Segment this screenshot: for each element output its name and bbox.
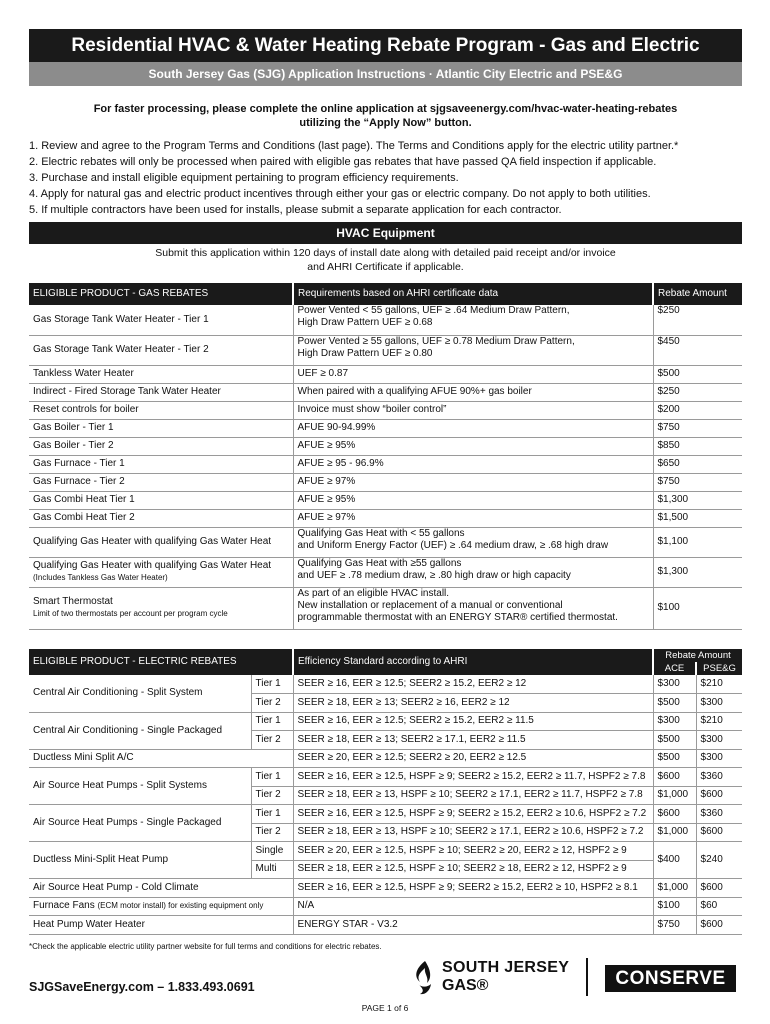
- hvac-section-note: [29, 246, 742, 274]
- table-row: [29, 473, 742, 491]
- tier-label: Tier 1: [251, 805, 293, 824]
- gas-requirement-line: Qualifying Gas Heat with < 55 gallons: [297, 527, 465, 539]
- gas-requirement-line: UEF ≥ 0.87: [297, 368, 349, 379]
- elec-pseg-rebate: $240: [696, 842, 742, 879]
- gas-rebate: $1,500: [653, 509, 742, 527]
- tier-label: Tier 2: [251, 694, 293, 713]
- gas-table-header: [29, 283, 742, 305]
- gas-rebate: $750: [653, 473, 742, 491]
- elec-pseg-rebate: $600: [696, 823, 742, 842]
- elec-product-cac-single: Central Air Conditioning - Single Packaged: [29, 712, 251, 749]
- gas-product-label: Indirect - Fired Storage Tank Water Heater: [33, 386, 221, 397]
- elec-ace-rebate: $300: [653, 675, 696, 694]
- gas-requirement-line: High Draw Pattern UEF ≥ 0.80: [297, 347, 433, 359]
- table-row: [29, 897, 742, 916]
- instruction-steps: [29, 138, 742, 218]
- elec-product-furnace-fans: [29, 897, 293, 916]
- gas-requirement: [293, 473, 653, 491]
- elec-pseg-rebate: $300: [696, 731, 742, 750]
- table-row: [29, 365, 742, 383]
- tier-label: Tier 1: [251, 768, 293, 787]
- sjg-logo-line-2: GAS®: [442, 977, 489, 994]
- elec-table-header-top: [29, 649, 742, 662]
- page-header: [29, 29, 742, 86]
- elec-pseg-rebate: $600: [696, 916, 742, 935]
- gas-requirement: [293, 509, 653, 527]
- elec-header-standard: Efficiency Standard according to AHRI: [293, 649, 653, 675]
- gas-requirement-line: AFUE ≥ 95%: [297, 494, 356, 505]
- furnace-fans-note: (ECM motor install) for existing equipment only: [97, 901, 264, 911]
- elec-pseg-rebate: $300: [696, 694, 742, 713]
- gas-rebate: $750: [653, 419, 742, 437]
- gas-requirement-line: AFUE ≥ 95 - 96.9%: [297, 458, 384, 469]
- step-2: 2. Electric rebates will only be processed when paired with eligible gas rebates that have passed QA field inspection if applicable.: [29, 156, 657, 168]
- gas-requirement: [293, 455, 653, 473]
- elec-standard: SEER ≥ 16, EER ≥ 12.5; SEER2 ≥ 15.2, EER2 ≥ 12: [293, 675, 653, 694]
- step-4: 4. Apply for natural gas and electric product incentives through either your gas or electric company. Do not apply to both utilities.: [29, 188, 651, 200]
- tier-label: Tier 1: [251, 712, 293, 731]
- elec-ace-rebate: $500: [653, 749, 696, 768]
- conserve-logo: CONSERVE: [605, 965, 736, 992]
- gas-product: [29, 455, 293, 473]
- gas-rebate: $500: [653, 365, 742, 383]
- gas-requirement-line: AFUE 90-94.99%: [297, 422, 376, 433]
- table-row: [29, 455, 742, 473]
- elec-ace-rebate: $600: [653, 805, 696, 824]
- gas-requirement: [293, 419, 653, 437]
- gas-requirement-line: and Uniform Energy Factor (UEF) ≥ .64 medium draw, ≥ .68 high draw: [297, 539, 609, 551]
- gas-requirement: [293, 527, 653, 557]
- elec-pseg-rebate: $300: [696, 749, 742, 768]
- gas-requirement-line: High Draw Pattern UEF ≥ 0.68: [297, 317, 433, 328]
- elec-ace-rebate: $1,000: [653, 786, 696, 805]
- elec-ace-rebate: $750: [653, 916, 696, 935]
- gas-requirement-line: Qualifying Gas Heat with ≥55 gallons: [297, 557, 462, 569]
- gas-product: [29, 437, 293, 455]
- elec-header-pseg: PSE&G: [696, 662, 742, 675]
- table-row: [29, 509, 742, 527]
- south-jersey-gas-logo: [412, 958, 582, 998]
- table-row: [29, 335, 742, 365]
- elec-pseg-rebate: $600: [696, 879, 742, 898]
- gas-product-label: Gas Boiler - Tier 1: [33, 422, 114, 433]
- tier-label: Single: [251, 842, 293, 861]
- gas-rebate: $100: [653, 587, 742, 629]
- elec-product-ductless-ac: Ductless Mini Split A/C: [29, 749, 293, 768]
- gas-product: [29, 587, 293, 629]
- gas-requirement: [293, 383, 653, 401]
- gas-requirement: [293, 401, 653, 419]
- gas-product-note: (Includes Tankless Gas Water Heater): [33, 573, 168, 582]
- elec-ace-rebate: $500: [653, 731, 696, 750]
- elec-header-ace: ACE: [653, 662, 696, 675]
- gas-product-label: Tankless Water Heater: [33, 368, 134, 379]
- elec-standard: SEER ≥ 20, EER ≥ 12.5; SEER2 ≥ 20, EER2 ≥ 12.5: [293, 749, 653, 768]
- table-row: [29, 419, 742, 437]
- elec-ace-rebate: $100: [653, 897, 696, 916]
- electric-rebates-table: [29, 649, 742, 935]
- gas-product: [29, 557, 293, 587]
- gas-requirement: [293, 587, 653, 629]
- elec-standard: SEER ≥ 16, EER ≥ 12.5; SEER2 ≥ 15.2, EER2 ≥ 11.5: [293, 712, 653, 731]
- elec-pseg-rebate: $360: [696, 805, 742, 824]
- gas-product: [29, 335, 293, 365]
- table-row: [29, 587, 742, 629]
- elec-ace-rebate: $400: [653, 842, 696, 879]
- elec-product-ashp-single: Air Source Heat Pumps - Single Packaged: [29, 805, 251, 842]
- gas-product-label: Smart Thermostat: [33, 596, 113, 607]
- elec-standard: SEER ≥ 18, EER ≥ 13; SEER2 ≥ 17.1, EER2 ≥ 11.5: [293, 731, 653, 750]
- elec-product-ashp-cold: Air Source Heat Pump - Cold Climate: [29, 879, 293, 898]
- table-row: [29, 437, 742, 455]
- logo-divider: [586, 958, 588, 996]
- gas-requirement-line: Power Vented ≥ 55 gallons, UEF ≥ 0.78 Medium Draw Pattern,: [297, 335, 575, 347]
- gas-requirement-line: and UEF ≥ .78 medium draw, ≥ .80 high draw or high capacity: [297, 569, 571, 581]
- table-row: [29, 805, 742, 824]
- gas-rebate: $200: [653, 401, 742, 419]
- gas-rebate: $250: [653, 383, 742, 401]
- elec-standard: SEER ≥ 18, EER ≥ 13, HSPF ≥ 10; SEER2 ≥ 17.1, EER2 ≥ 11.7, HSPF2 ≥ 7.8: [293, 786, 653, 805]
- table-row: [29, 491, 742, 509]
- gas-rebate: $450: [653, 335, 742, 365]
- gas-rebates-table: [29, 283, 742, 630]
- gas-requirement-line: New installation or replacement of a manual or conventional: [297, 599, 563, 611]
- flame-icon: [412, 960, 436, 996]
- table-row: [29, 712, 742, 731]
- gas-requirement: [293, 491, 653, 509]
- sjg-logo-line-1: SOUTH JERSEY: [442, 959, 570, 976]
- gas-product: [29, 509, 293, 527]
- elec-ace-rebate: $1,000: [653, 823, 696, 842]
- elec-header-product: ELIGIBLE PRODUCT - ELECTRIC REBATES: [29, 649, 293, 675]
- elec-standard: SEER ≥ 18, EER ≥ 12.5, HSPF ≥ 10; SEER2 ≥ 18, EER2 ≥ 12, HSPF2 ≥ 9: [293, 860, 653, 879]
- elec-standard: SEER ≥ 18, EER ≥ 13, HSPF ≥ 10; SEER2 ≥ 17.1, EER2 ≥ 10.6, HSPF2 ≥ 7.2: [293, 823, 653, 842]
- online-application-notice: [29, 102, 742, 130]
- page-subtitle: South Jersey Gas (SJG) Application Instructions · Atlantic City Electric and PSE&G: [29, 62, 742, 86]
- gas-product: [29, 419, 293, 437]
- gas-product: [29, 527, 293, 557]
- elec-pseg-rebate: $210: [696, 675, 742, 694]
- elec-pseg-rebate: $600: [696, 786, 742, 805]
- elec-product-hpwh: Heat Pump Water Heater: [29, 916, 293, 935]
- elec-pseg-rebate: $60: [696, 897, 742, 916]
- gas-product-label: Gas Storage Tank Water Heater - Tier 1: [33, 313, 209, 325]
- elec-standard: ENERGY STAR - V3.2: [293, 916, 653, 935]
- gas-rebate: $650: [653, 455, 742, 473]
- elec-product-ductless-hp: Ductless Mini-Split Heat Pump: [29, 842, 251, 879]
- hvac-note-line-1: Submit this application within 120 days of install date along with detailed paid receipt and/or invoice: [155, 247, 616, 259]
- gas-requirement-line: Power Vented < 55 gallons, UEF ≥ .64 Medium Draw Pattern,: [297, 305, 570, 316]
- gas-requirement: [293, 305, 653, 335]
- elec-standard: SEER ≥ 20, EER ≥ 12.5, HSPF ≥ 10; SEER2 ≥ 20, EER2 ≥ 12, HSPF2 ≥ 9: [293, 842, 653, 861]
- table-row: [29, 401, 742, 419]
- elec-ace-rebate: $600: [653, 768, 696, 787]
- gas-product-label: Reset controls for boiler: [33, 404, 139, 415]
- gas-product: [29, 401, 293, 419]
- furnace-fans-label: Furnace Fans: [33, 900, 95, 912]
- table-row: [29, 383, 742, 401]
- gas-product-label: Gas Furnace - Tier 1: [33, 458, 125, 469]
- gas-header-requirements: Requirements based on AHRI certificate data: [293, 283, 653, 305]
- table-row: [29, 879, 742, 898]
- gas-product-note: Limit of two thermostats per account per program cycle: [33, 609, 228, 618]
- gas-product-label: Gas Combi Heat Tier 1: [33, 494, 135, 505]
- gas-product-label: Gas Boiler - Tier 2: [33, 440, 114, 451]
- gas-rebate: $850: [653, 437, 742, 455]
- gas-requirement-line: programmable thermostat with an ENERGY STAR® certified thermostat.: [297, 611, 618, 623]
- gas-product: [29, 365, 293, 383]
- gas-product: [29, 491, 293, 509]
- gas-rebate: $1,300: [653, 557, 742, 587]
- elec-product-ashp-split: Air Source Heat Pumps - Split Systems: [29, 768, 251, 805]
- tier-label: Tier 1: [251, 675, 293, 694]
- gas-header-product: ELIGIBLE PRODUCT - GAS REBATES: [29, 283, 293, 305]
- table-row: [29, 749, 742, 768]
- elec-standard: SEER ≥ 18, EER ≥ 13; SEER2 ≥ 16, EER2 ≥ 12: [293, 694, 653, 713]
- gas-requirement: [293, 557, 653, 587]
- gas-requirement: [293, 365, 653, 383]
- elec-ace-rebate: $500: [653, 694, 696, 713]
- hvac-note-line-2: and AHRI Certificate if applicable.: [307, 261, 464, 273]
- gas-product-label: Gas Furnace - Tier 2: [33, 476, 125, 487]
- table-row: [29, 916, 742, 935]
- table-row: [29, 675, 742, 694]
- hvac-section-title: HVAC Equipment: [29, 222, 742, 244]
- gas-requirement-line: AFUE ≥ 95%: [297, 440, 356, 451]
- elec-ace-rebate: $300: [653, 712, 696, 731]
- elec-standard: N/A: [293, 897, 653, 916]
- gas-requirement: [293, 335, 653, 365]
- elec-product-cac-split: Central Air Conditioning - Split System: [29, 675, 251, 712]
- elec-standard: SEER ≥ 16, EER ≥ 12.5, HSPF ≥ 9; SEER2 ≥ 15.2, EER2 ≥ 10, HSPF2 ≥ 8.1: [293, 879, 653, 898]
- notice-line-2: utilizing the “Apply Now” button.: [299, 117, 472, 129]
- gas-product: [29, 383, 293, 401]
- step-5: 5. If multiple contractors have been used for installs, please submit a separate application for each contractor.: [29, 204, 562, 216]
- gas-product: [29, 305, 293, 335]
- footnote: *Check the applicable electric utility partner website for full terms and conditions for electric rebates.: [29, 942, 382, 951]
- page-number: PAGE 1 of 6: [361, 1003, 409, 1013]
- elec-pseg-rebate: $210: [696, 712, 742, 731]
- gas-requirement-line: When paired with a qualifying AFUE 90%+ gas boiler: [297, 386, 532, 397]
- tier-label: Tier 2: [251, 786, 293, 805]
- page-title: Residential HVAC & Water Heating Rebate Program - Gas and Electric: [29, 29, 742, 62]
- gas-rebate: $1,300: [653, 491, 742, 509]
- gas-product-label: Qualifying Gas Heater with qualifying Gas Water Heat: [33, 560, 272, 571]
- contact-info: SJGSaveEnergy.com – 1.833.493.0691: [29, 980, 255, 994]
- table-row: [29, 842, 742, 861]
- gas-requirement-line: Invoice must show “boiler control”: [297, 404, 447, 415]
- table-row: [29, 768, 742, 787]
- table-row: [29, 527, 742, 557]
- gas-requirement-line: As part of an eligible HVAC install.: [297, 587, 450, 599]
- tier-label: Tier 2: [251, 823, 293, 842]
- gas-requirement: [293, 437, 653, 455]
- elec-header-rebate: Rebate Amount: [653, 649, 742, 662]
- notice-line-1: For faster processing, please complete the online application at sjgsaveenergy.com/hvac-water-heating-rebates: [93, 103, 678, 115]
- gas-header-rebate: Rebate Amount: [653, 283, 742, 305]
- step-1: 1. Review and agree to the Program Terms and Conditions (last page). The Terms and Conditions apply for the electric utility partner.*: [29, 140, 679, 152]
- gas-product-label: Qualifying Gas Heater with qualifying Gas Water Heat: [33, 536, 272, 547]
- table-row: [29, 305, 742, 335]
- elec-pseg-rebate: $360: [696, 768, 742, 787]
- tier-label: Tier 2: [251, 731, 293, 750]
- gas-product-label: Gas Combi Heat Tier 2: [33, 512, 135, 523]
- elec-standard: SEER ≥ 16, EER ≥ 12.5, HSPF ≥ 9; SEER2 ≥ 15.2, EER2 ≥ 11.7, HSPF2 ≥ 7.8: [293, 768, 653, 787]
- gas-rebate: $250: [653, 305, 742, 335]
- step-3: 3. Purchase and install eligible equipment pertaining to program efficiency requirements.: [29, 172, 459, 184]
- elec-standard: SEER ≥ 16, EER ≥ 12.5, HSPF ≥ 9; SEER2 ≥ 15.2, EER2 ≥ 10.6, HSPF2 ≥ 7.2: [293, 805, 653, 824]
- gas-requirement-line: AFUE ≥ 97%: [297, 512, 356, 523]
- gas-product: [29, 473, 293, 491]
- gas-requirement-line: AFUE ≥ 97%: [297, 476, 356, 487]
- gas-product-label: Gas Storage Tank Water Heater - Tier 2: [33, 344, 209, 355]
- table-row: [29, 557, 742, 587]
- elec-ace-rebate: $1,000: [653, 879, 696, 898]
- gas-rebate: $1,100: [653, 527, 742, 557]
- tier-label: Multi: [251, 860, 293, 879]
